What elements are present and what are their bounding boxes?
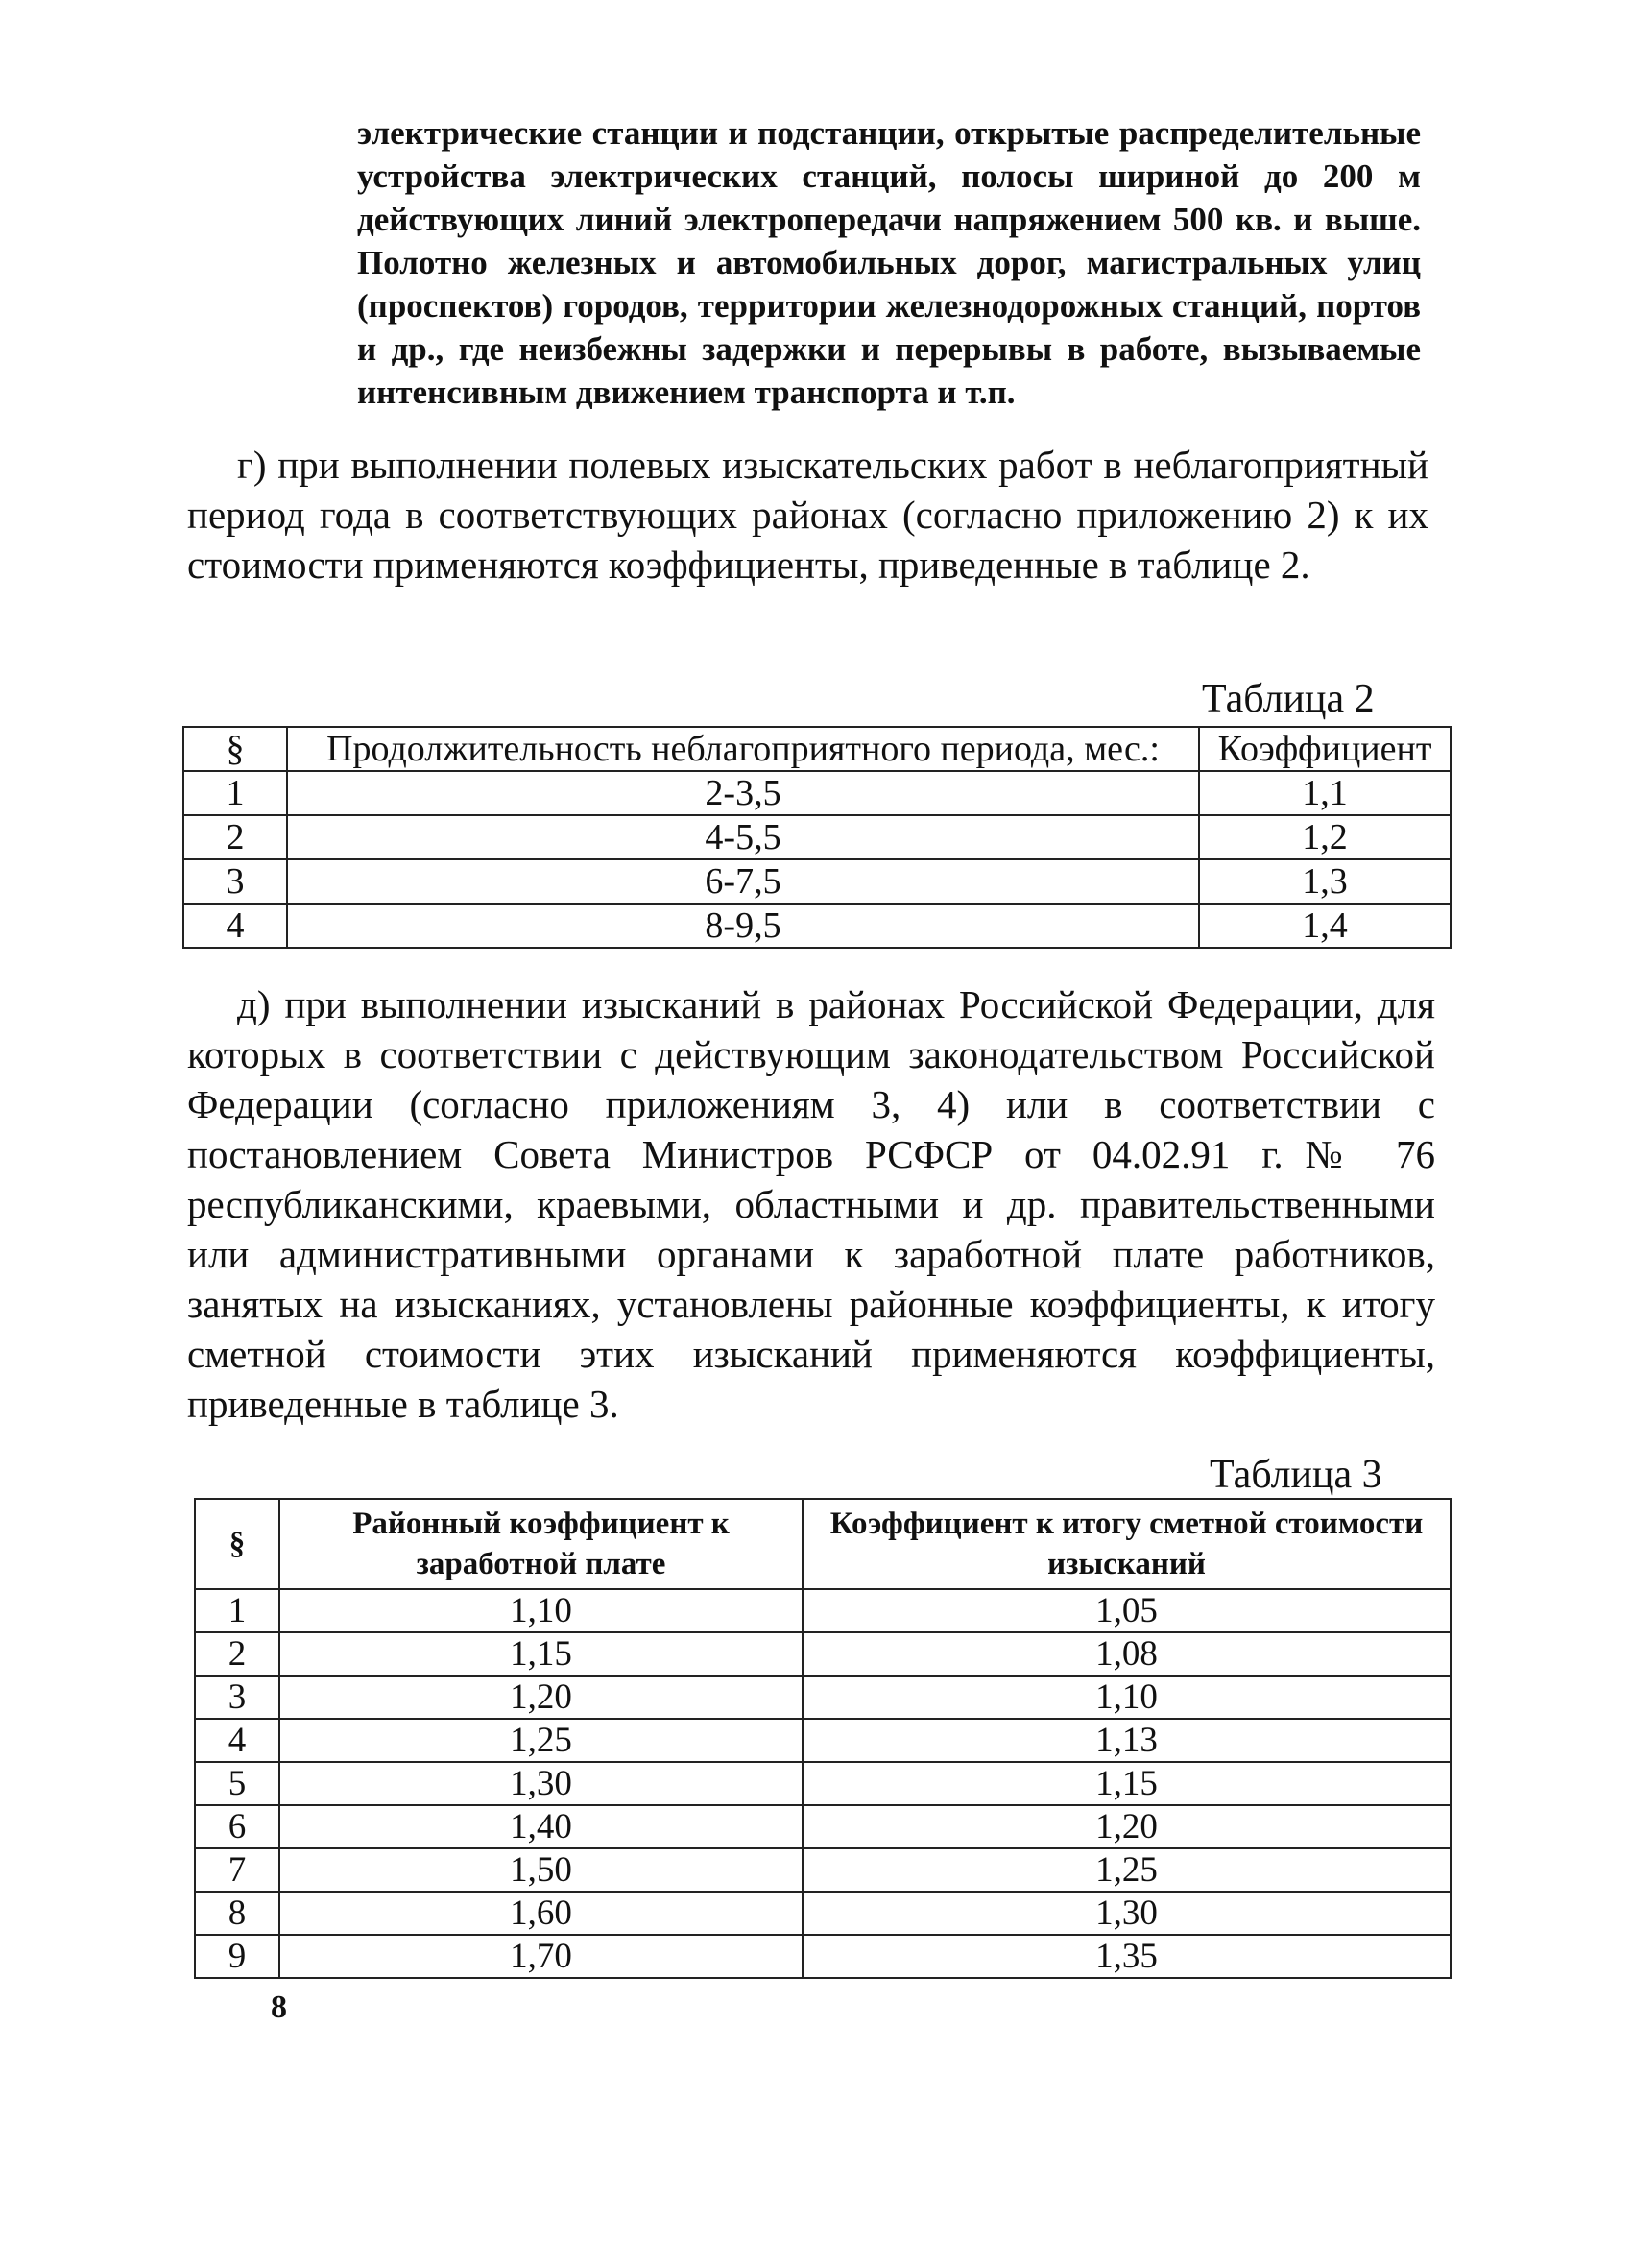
paragraph-g: г) при выполнении полевых изыскательских работ в неблагоприятный период года в соответствующих районах (согласно приложению 2) к их стоимости применяются коэффициенты, приведенные в таблице 2. bbox=[187, 443, 1428, 587]
table2-cell-period: 2-3,5 bbox=[287, 771, 1199, 815]
table-row bbox=[195, 1805, 1451, 1848]
table3-header-total-coef: Коэффициент к итогу сметной стоимости изысканий bbox=[803, 1499, 1451, 1589]
table3-cell-num: 3 bbox=[195, 1676, 279, 1719]
table2-caption: Таблица 2 bbox=[1202, 677, 1375, 721]
table-row bbox=[195, 1632, 1451, 1676]
table-row bbox=[195, 1892, 1451, 1935]
table3-cell-num: 8 bbox=[195, 1892, 279, 1935]
table2-header-period: Продолжительность неблагоприятного периода, мес.: bbox=[287, 727, 1199, 771]
table2-header-coef: Коэффициент bbox=[1199, 727, 1451, 771]
table3-cell-num: 5 bbox=[195, 1762, 279, 1805]
table3-cell-regional: 1,25 bbox=[279, 1719, 803, 1762]
table2-cell-coef: 1,2 bbox=[1199, 815, 1451, 859]
table3-cell-total: 1,30 bbox=[803, 1892, 1451, 1935]
table3-cell-num: 7 bbox=[195, 1848, 279, 1892]
table-row bbox=[183, 815, 1451, 859]
page-number: 8 bbox=[271, 1990, 287, 2025]
table3-cell-total: 1,15 bbox=[803, 1762, 1451, 1805]
table3-cell-regional: 1,60 bbox=[279, 1892, 803, 1935]
intro-paragraph: электрические станции и подстанции, открытые распределительные устройства электрических станций, полосы шириной до 200 м действующих линий электропередачи напряжением 500 кв. и выше. Полотно железных и автомобильных дорог, магистральных улиц (проспектов) городов, территории железнодорожных станций, портов и др., где неизбежны задержки и перерывы в работе, вызываемые интенсивным движением транспорта и т.п. bbox=[357, 114, 1421, 411]
table3-cell-regional: 1,30 bbox=[279, 1762, 803, 1805]
table2-header-num: § bbox=[183, 727, 287, 771]
table3-cell-num: 1 bbox=[195, 1589, 279, 1632]
table3-cell-num: 2 bbox=[195, 1632, 279, 1676]
table2-cell-period: 8-9,5 bbox=[287, 904, 1199, 948]
table3-cell-total: 1,05 bbox=[803, 1589, 1451, 1632]
paragraph-d: д) при выполнении изысканий в районах Российской Федерации, для которых в соответствии с действующим законодательством Российской Федерации (согласно приложениям 3, 4) или в соответствии с постановлением Совета Министров РСФСР от 04.02.91 г.№ 76 республиканскими, краевыми, областными и др. правительственными или административными органами к заработной плате работников, занятых на изысканиях, установлены районные коэффициенты, к итогу сметной стоимости этих изысканий применяются коэффициенты, приведенные в таблице 3. bbox=[187, 982, 1435, 1426]
table2-cell-period: 4-5,5 bbox=[287, 815, 1199, 859]
table-3 bbox=[194, 1498, 1452, 1979]
table3-header-regional-coef: Районный коэффициент к заработной плате bbox=[279, 1499, 803, 1589]
table-row bbox=[195, 1762, 1451, 1805]
table3-cell-total: 1,13 bbox=[803, 1719, 1451, 1762]
table-row bbox=[195, 1589, 1451, 1632]
table-row bbox=[195, 1935, 1451, 1978]
table-row bbox=[183, 859, 1451, 904]
table3-cell-num: 4 bbox=[195, 1719, 279, 1762]
table-row bbox=[195, 1719, 1451, 1762]
table3-cell-total: 1,20 bbox=[803, 1805, 1451, 1848]
table-row bbox=[183, 771, 1451, 815]
table2-cell-period: 6-7,5 bbox=[287, 859, 1199, 904]
table3-cell-regional: 1,15 bbox=[279, 1632, 803, 1676]
table3-cell-regional: 1,10 bbox=[279, 1589, 803, 1632]
table3-cell-regional: 1,40 bbox=[279, 1805, 803, 1848]
table-row bbox=[195, 1848, 1451, 1892]
table3-header-num: § bbox=[195, 1499, 279, 1589]
table2-cell-num: 1 bbox=[183, 771, 287, 815]
table2-header-row bbox=[183, 727, 1451, 771]
table3-cell-total: 1,08 bbox=[803, 1632, 1451, 1676]
table3-cell-num: 9 bbox=[195, 1935, 279, 1978]
table3-cell-regional: 1,50 bbox=[279, 1848, 803, 1892]
table3-cell-total: 1,35 bbox=[803, 1935, 1451, 1978]
table3-cell-num: 6 bbox=[195, 1805, 279, 1848]
table-row bbox=[195, 1676, 1451, 1719]
table3-cell-total: 1,25 bbox=[803, 1848, 1451, 1892]
table2-cell-coef: 1,3 bbox=[1199, 859, 1451, 904]
table-row bbox=[183, 904, 1451, 948]
table2-cell-num: 4 bbox=[183, 904, 287, 948]
table2-cell-num: 3 bbox=[183, 859, 287, 904]
table2-cell-coef: 1,1 bbox=[1199, 771, 1451, 815]
table3-header-row bbox=[195, 1499, 1451, 1589]
table3-cell-regional: 1,20 bbox=[279, 1676, 803, 1719]
table3-caption: Таблица 3 bbox=[1210, 1453, 1382, 1497]
table3-cell-total: 1,10 bbox=[803, 1676, 1451, 1719]
table-2 bbox=[182, 726, 1452, 949]
table2-cell-num: 2 bbox=[183, 815, 287, 859]
table2-cell-coef: 1,4 bbox=[1199, 904, 1451, 948]
table3-cell-regional: 1,70 bbox=[279, 1935, 803, 1978]
